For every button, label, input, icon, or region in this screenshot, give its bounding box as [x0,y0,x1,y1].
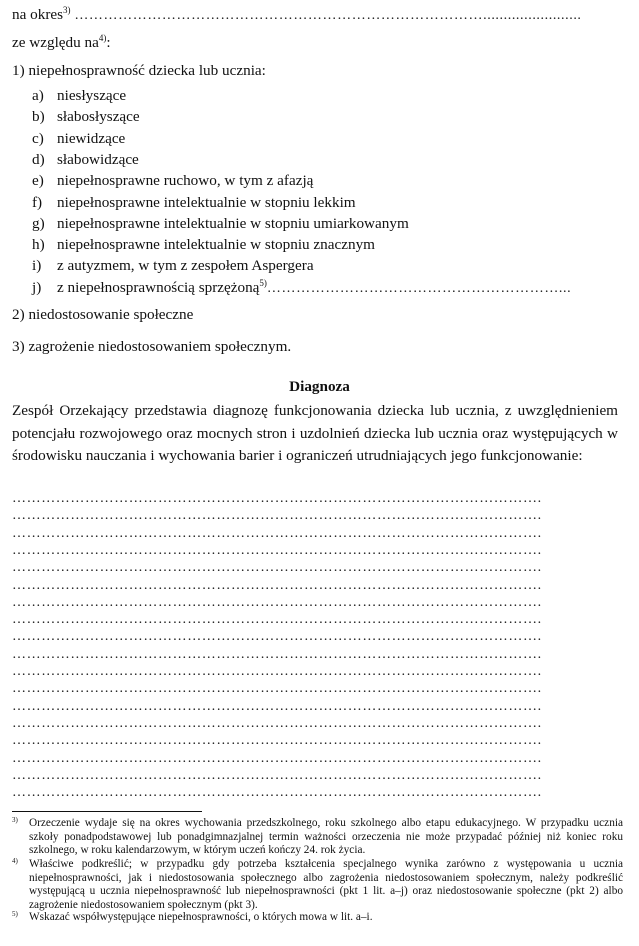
list-item-text: słabowidzące [57,150,139,168]
answer-dot-line: ………………………………………………………………………………………………. [12,508,542,524]
answer-dot-line: ………………………………………………………………………………………………. [12,629,542,645]
section2-label: 2) niedostosowanie społeczne [12,306,194,323]
reason-label: ze względu na [12,34,99,51]
list-item [32,195,356,210]
list-item-text: niepełnosprawne intelektualnie w stopniu znacznym [57,236,375,254]
list-item-text: z niepełnosprawnością sprzężoną [57,278,260,296]
footnote-text: Wskazać współwystępujące niepełnosprawności, o których mowa w lit. a–i. [29,911,373,923]
footnote-mark: 4) [12,857,18,865]
list-item [32,173,313,188]
footnote-text: Właściwe podkreślić; w przypadku gdy potrzeba kształcenia specjalnego wynika zarówno z występowania u ucznia niepełnosprawności, jak i niedostosowania społecznego albo zagrożenia niedostosowaniem społecznym, należy podkreślić występującą u ucznia niepełnosprawność lub niepełnosprawności (pkt 1 lit. a–j) oraz niedostosowanie społeczne (pkt 2) albo zagrożenie niedostosowaniem społecznym (pkt 3). [29,858,623,912]
list-item-letter: f) [32,193,43,211]
answer-dot-line: ………………………………………………………………………………………………. [12,560,542,576]
list-item-letter: d) [32,150,45,168]
answer-dot-line: ………………………………………………………………………………………………. [12,525,542,541]
list-item-text: słabosłyszące [57,108,140,126]
answer-dot-line: ………………………………………………………………………………………………. [12,491,542,506]
list-item-dots: ……………………………………………………... [266,280,572,296]
list-item [32,131,125,146]
answer-dot-line: ………………………………………………………………………………………………. [12,542,542,558]
list-item-letter: a) [32,87,44,104]
footnote-ref-3: 3) [63,4,71,15]
answer-dot-line: ………………………………………………………………………………………………. [12,785,542,801]
list-item-text: niepełnosprawne intelektualnie w stopniu lekkim [57,193,356,211]
footnote-ref-4: 4) [98,32,107,43]
answer-dot-line: ………………………………………………………………………………………………. [12,612,542,628]
answer-dot-line: ………………………………………………………………………………………………. [12,664,542,679]
list-item-text: niepełnosprawne intelektualnie w stopniu umiarkowanym [57,214,409,232]
list-item-text: niepełnosprawne ruchowo, w tym z afazją [57,172,314,190]
period-dots: …………………………………………………………………………........................ [74,8,582,23]
list-item-text: z autyzmem, w tym z zespołem Aspergera [57,257,314,275]
answer-dot-line: ………………………………………………………………………………………………. [12,715,542,731]
list-item-letter: h) [32,236,45,254]
list-item-letter: b) [32,108,45,126]
section3-label: 3) zagrożenie niedostosowaniem społecznym. [12,338,292,355]
list-item-letter: g) [32,214,45,232]
footnote-separator [12,811,202,812]
footnote-ref-5: 5) [259,277,267,288]
answer-dot-line: ………………………………………………………………………………………………. [12,577,542,593]
list-item [32,258,314,273]
diagnosis-paragraph: Zespół Orzekający przedstawia diagnozę funkcjonowania dziecka lub ucznia, z uwzględnieniem potencjału rozwojowego oraz mocnych stron i uzdolnień dziecka lub ucznia oraz występujących w środowisku nauczania i wychowania barier i ograniczeń utrudniających jego funkcjonowanie: [12,402,618,464]
answer-dot-line: ………………………………………………………………………………………………. [12,733,542,749]
list-item-letter: i) [32,257,42,275]
period-line [12,4,582,23]
answer-dot-line: ………………………………………………………………………………………………. [12,646,542,662]
answer-dot-line: ………………………………………………………………………………………………. [12,750,542,766]
section1-title: 1) niepełnosprawność dziecka lub ucznia: [12,62,266,79]
list-item-letter: j) [32,278,42,296]
list-item-text: niesłyszące [57,87,127,104]
answer-dot-line: ………………………………………………………………………………………………. [12,681,542,697]
list-item [32,277,572,296]
diagnosis-heading: Diagnoza [289,378,350,395]
reason-colon: : [106,34,111,51]
footnote-text: Orzeczenie wydaje się na okres wychowania przedszkolnego, roku szkolnego albo etapu edukacyjnego. W przypadku ucznia szkoły ponadpodstawowej lub ponadgimnazjalnej termin ważności orzeczenia nie może przypadać później niż koniec roku szkolnego, w roku kalendarzowym, w którym uczeń kończy 24. rok życia. [29,817,623,857]
answer-dot-line: ………………………………………………………………………………………………. [12,767,542,783]
answer-dot-line: ………………………………………………………………………………………………. [12,594,542,610]
list-item [32,109,140,124]
footnote-mark: 3) [12,816,18,824]
list-item [32,152,139,167]
footnote-mark: 5) [12,910,18,918]
period-label: na okres [12,6,64,23]
list-item [32,88,126,103]
reason-line [12,32,111,51]
list-item-letter: c) [32,129,44,147]
list-item [32,237,375,252]
answer-dot-line: ………………………………………………………………………………………………. [12,698,542,714]
list-item-text: niewidzące [57,129,126,147]
list-item-letter: e) [32,172,44,190]
list-item [32,216,409,231]
